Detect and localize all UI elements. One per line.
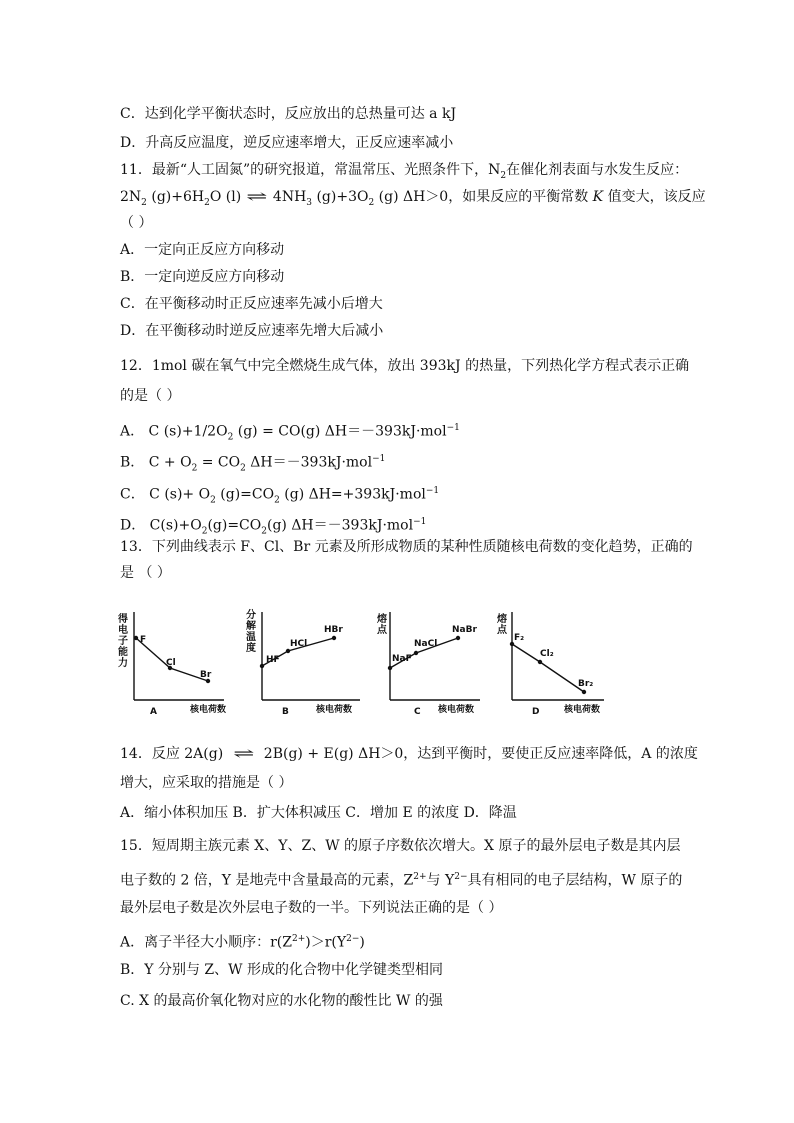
graph-letter: A <box>150 707 157 717</box>
point <box>538 660 542 664</box>
opt-sup: −1 <box>413 517 427 527</box>
q11-option-b: B．一定向逆反应方向移动 <box>120 269 285 285</box>
point <box>134 636 138 640</box>
opt-sub: 2 <box>201 526 208 537</box>
q11-stem-text: 11．最新“人工固氮”的研究报道，常温常压、光照条件下，N <box>120 162 501 178</box>
q13-stem-1: 13．下列曲线表示 F、Cl、Br 元素及所形成物质的某种性质随核电荷数的变化趋势，正确的 <box>120 539 693 555</box>
point-label: Cl₂ <box>540 649 554 659</box>
x-axis-label: 核电荷数 <box>190 705 227 715</box>
q14-stem-2: 增大，应采取的措施是（ ） <box>120 775 293 791</box>
opt-sup: −1 <box>446 423 460 433</box>
opt-sub: 2 <box>274 495 280 506</box>
opt-part: B． C + O <box>120 454 192 471</box>
opt-part: (g) ΔH＝－393kJ·mol <box>266 517 414 534</box>
point-label: HCl <box>290 639 308 649</box>
point-label: F <box>140 635 147 645</box>
graph-a <box>118 608 228 718</box>
q11-option-c: C．在平衡移动时正反应速率先减小后增大 <box>120 296 383 312</box>
q12-stem-1: 12．1mol 碳在氧气中完全燃烧生成气体，放出 393kJ 的热量，下列热化学方程式表示正确 <box>120 358 690 374</box>
eq-sub: 2 <box>368 197 375 208</box>
opt-part: A． C (s)+1/2O <box>120 423 228 440</box>
q14-part: 2B(g) + E(g) ΔH＞0，达到平衡时，要使正反应速率降低，A 的浓度 <box>259 746 698 762</box>
x-axis-label: 核电荷数 <box>316 705 353 715</box>
eq-part: (g)+3O <box>312 189 369 205</box>
eq-part: 值变大，该反应 <box>603 189 706 205</box>
q10-option-d: D．升高反应温度，逆反应速率增大，正反应速率减小 <box>120 135 454 151</box>
graph-a-plot <box>118 608 228 718</box>
point-label: Br <box>200 670 212 680</box>
q15-option-c: C. X 的最高价氧化物对应的水化物的酸性比 W 的强 <box>120 993 443 1009</box>
opt-part: (g) = CO(g) ΔH＝－393kJ·mol <box>233 423 447 440</box>
eq-sub: 2 <box>141 197 147 208</box>
opt-sub: 2 <box>227 432 234 443</box>
point-label: NaF <box>392 654 412 664</box>
opt-sup: −1 <box>425 486 440 496</box>
graph-b-plot <box>244 608 364 718</box>
point-label: HF <box>266 655 280 665</box>
ion-sup: 2− <box>454 872 468 882</box>
graph-letter: C <box>414 707 421 717</box>
q15-option-a <box>120 929 365 953</box>
q11-equation <box>120 187 706 213</box>
point <box>332 636 336 640</box>
q15-stem-2 <box>120 867 682 891</box>
graph-c-plot <box>374 608 484 718</box>
opt-sub: 2 <box>240 463 246 474</box>
ion-sup: 2− <box>346 934 360 944</box>
opt-part: D． C(s)+O <box>120 517 202 534</box>
graph-b <box>244 608 364 718</box>
q14-stem-1 <box>120 744 698 764</box>
opt-sub: 2 <box>261 526 267 537</box>
x-axis-label: 核电荷数 <box>564 705 601 715</box>
q15-part: 具有相同的电子层结构，W 原子的 <box>467 872 683 889</box>
point <box>414 651 418 655</box>
graph-d-ylabel: 熔点 <box>497 614 507 636</box>
eq-part: (g)+6H <box>146 189 205 205</box>
opt-part: A．离子半径大小顺序：r(Z <box>120 934 292 951</box>
opt-part: ΔH＝－393kJ·mol <box>245 454 373 471</box>
q12-stem-2: 的是（ ） <box>120 388 181 404</box>
point <box>260 664 264 668</box>
point <box>582 690 586 694</box>
eq-part: (g) ΔH＞0，如果反应的平衡常数 <box>374 189 593 205</box>
point <box>388 666 392 670</box>
graph-letter: D <box>532 707 540 717</box>
eq-part: 2N <box>120 189 142 205</box>
q12-option-c <box>120 481 439 510</box>
eq-sub: 3 <box>306 197 313 208</box>
opt-sub: 2 <box>210 495 216 506</box>
q11-stem <box>120 160 688 186</box>
eq-k: K <box>592 189 604 205</box>
q11-stem-end: 在催化剂表面与水发生反应： <box>506 162 689 178</box>
q10-option-c: C．达到化学平衡状态时，反应放出的总热量可达 a kJ <box>120 106 457 122</box>
opt-sub: 2 <box>191 463 198 474</box>
eq-part: O (l) <box>209 189 242 205</box>
point-label: Br₂ <box>578 679 594 689</box>
point-label: NaCl <box>414 639 438 649</box>
eq-part: 4NH <box>272 189 307 205</box>
q11-answer-paren: （ ） <box>120 215 153 231</box>
point <box>456 636 460 640</box>
point-label: HBr <box>324 625 343 635</box>
x-axis-label: 核电荷数 <box>438 705 475 715</box>
ion-sup: 2+ <box>292 934 306 944</box>
q11-sub: 2 <box>500 170 507 181</box>
q13-stem-2: 是 （ ） <box>120 565 171 581</box>
ion-sup: 2+ <box>413 872 427 882</box>
point-label: F₂ <box>514 633 525 643</box>
graph-c <box>374 608 484 718</box>
opt-sup: −1 <box>372 454 386 464</box>
opt-part: C． C (s)+ O <box>120 486 211 503</box>
q15-stem-1: 15．短周期主族元素 X、Y、Z、W 的原子序数依次增大。X 原子的最外层电子数是其内层 <box>120 838 681 854</box>
q11-option-a: A．一定向正反应方向移动 <box>120 242 285 258</box>
q12-option-b <box>120 449 385 478</box>
opt-part: (g)=CO <box>207 517 262 534</box>
graph-d-plot <box>494 608 609 718</box>
q15-part: 与 Y <box>426 872 455 889</box>
graph-d <box>494 608 609 718</box>
equilibrium-arrow: ⇌ <box>232 746 255 762</box>
q15-option-b: B．Y 分别与 Z、W 形成的化合物中化学键类型相同 <box>120 962 443 978</box>
opt-part: ) <box>359 934 365 951</box>
opt-part: (g)=CO <box>215 486 275 503</box>
graph-a-ylabel: 得电子能力 <box>118 614 128 669</box>
graph-letter: B <box>282 707 289 717</box>
q14-part: 14．反应 2A(g) <box>120 746 228 762</box>
graph-c-ylabel: 熔点 <box>377 614 387 636</box>
point <box>286 649 290 653</box>
point-label: Cl <box>166 658 176 668</box>
q15-stem-3: 最外层电子数是次外层电子数的一半。下列说法正确的是（ ） <box>120 900 503 916</box>
eq-sub: 2 <box>204 197 210 208</box>
q12-option-a <box>120 418 460 447</box>
q15-part: 电子数的 2 倍，Y 是地壳中含量最高的元素，Z <box>120 872 414 889</box>
opt-part: (g) ΔH=+393kJ·mol <box>279 486 426 503</box>
graph-b-ylabel: 分解温度 <box>246 610 256 654</box>
equilibrium-arrow: ⇌ <box>246 189 268 205</box>
q11-option-d: D．在平衡移动时逆反应速率先增大后减小 <box>120 323 384 339</box>
point-label: NaBr <box>452 625 477 635</box>
q14-options: A．缩小体积加压 B．扩大体积减压 C．增加 E 的浓度 D．降温 <box>120 805 517 821</box>
opt-part: = CO <box>197 454 241 471</box>
opt-part: )＞r(Y <box>305 934 347 951</box>
